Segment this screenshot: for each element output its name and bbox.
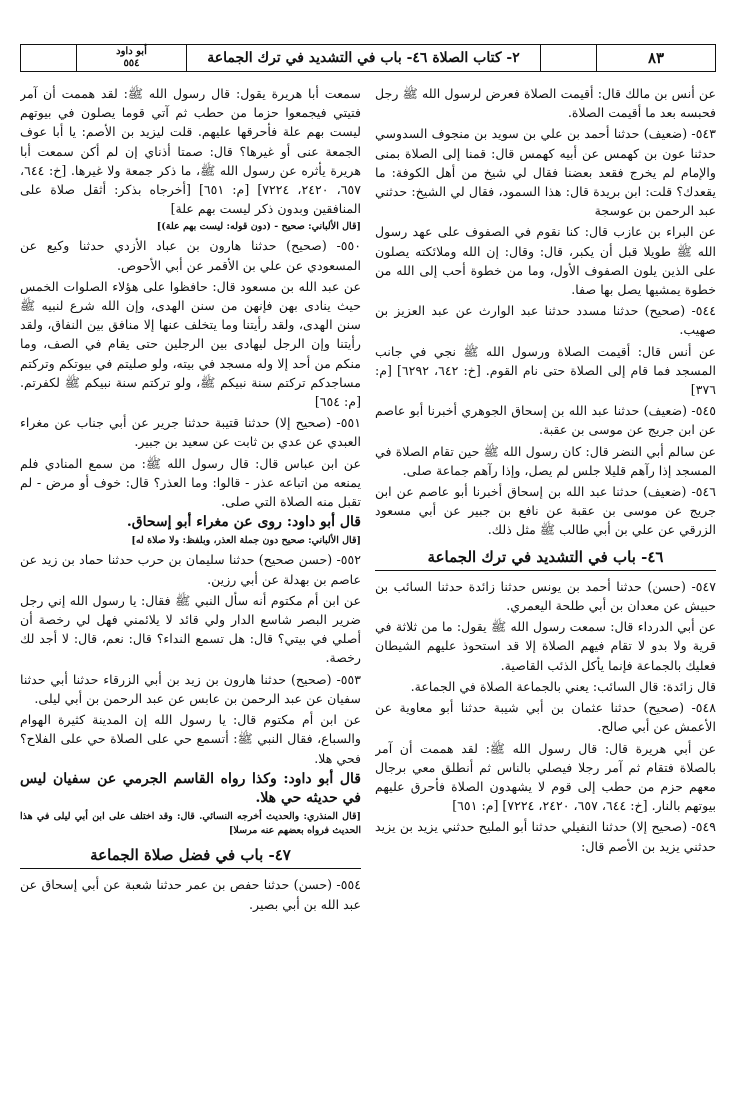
hadith-paragraph: ٥٥٤- (حسن) حدثنا حفص بن عمر حدثنا شعبة عن أبي إسحاق عن عبد الله بن أبي بصير.: [20, 877, 361, 912]
hadith-paragraph: سمعت أبا هريرة يقول: قال رسول الله ﷺ: لقد هممت أن آمر فتيتي فيجمعوا حزما من حطب ثم آتي قوما يصلون في بيوتهم ليست بهم علة فأحرقها عليهم. قلت ليزيد بن الأصم: يا أبا عوف الجمعة عنى أو غيرها؟ قال: صمتا أذناي إن لم أكن سمعت أبا هريرة يأثره عن رسول الله ﷺ، ما ذكر جمعة ولا غيرها. [خ: ٦٤٤، ٦٥٧، ٢٤٢٠، ٧٢٢٤] [م: ٦٥١] [أخرجاه بذكر: أثقل صلاة على المنافقين وبدون ذكر ليست بهم علة]: [20, 86, 361, 217]
hadith-paragraph: عن ابن أم مكتوم أنه سأل النبي ﷺ فقال: يا رسول الله إني رجل ضرير البصر شاسع الدار ولي قائد لا يلائمني فهل لي رخصة أن أصلي في بيتي؟ قال: هل تسمع النداء؟ قال: نعم، قال: لا أجد لك رخصة.: [20, 592, 361, 666]
hadith-paragraph: ٥٥٠- (صحيح) حدثنا هارون بن عباد الأزدي حدثنا وكيع عن المسعودي عن علي بن الأقمر عن أبي الأحوص.: [20, 238, 361, 273]
hadith-paragraph: عن ابن أم مكتوم قال: يا رسول الله إن المدينة كثيرة الهوام والسباع، فقال النبي ﷺ: أتسمع حي على الصلاة حي على الفلاح؟ فحي هلا.: [20, 712, 361, 766]
hadith-paragraph: قال أبو داود: روى عن مغراء أبو إسحاق.: [126, 514, 361, 531]
chapter-heading: ٤٦- باب في التشديد في ترك الجماعة: [375, 548, 716, 571]
hadith-paragraph: قال زائدة: قال السائب: يعني بالجماعة الصلاة في الجماعة.: [410, 678, 716, 694]
hadith-paragraph: عن أبي الدرداء قال: سمعت رسول الله ﷺ يقول: ما من ثلاثة في قرية ولا بدو لا تقام فيهم الصلاة إلا قد استحوذ عليهم الشيطان فعليك بالجماعة فإنما يأكل الذئب القاصية.: [375, 619, 716, 673]
hadith-paragraph: ٥٤٣- (ضعيف) حدثنا أحمد بن علي بن سويد بن منجوف السدوسي حدثنا عون بن كهمس عن أبيه كهمس قال: قمنا إلى الصلاة بمنى والإمام لم يخرج فقعد بعضنا فقال لي شيخ من أهل الكوفة: ما يقعدك؟ قلت: ابن بريدة قال: هذا السمود، فقال لي الشيخ: حدثني عبد الرحمن بن عوسجة: [375, 126, 716, 219]
hadith-paragraph: قال أبو داود: وكذا رواه القاسم الجرمي عن سفيان ليس في حديثه حي هلا.: [20, 770, 361, 806]
hadith-paragraph: ٥٤٨- (صحيح) حدثنا عثمان بن أبي شيبة حدثنا أبو معاوية عن الأعمش عن أبي صالح.: [375, 700, 716, 735]
header-empty-cell-2: [541, 45, 597, 71]
hadith-paragraph: عن أبي هريرة قال: قال رسول الله ﷺ: لقد هممت أن آمر بالصلاة فتقام ثم آمر رجلا فيصلي بالناس ثم أنطلق معي برجال معهم حزم من حطب إلى قوم لا يشهدون الصلاة فأحرق عليهم بيوتهم بالنار. [خ: ٦٤٤، ٦٥٧، ٢٤٢٠، ٧٢٢٤] [م: ٦٥١]: [375, 740, 716, 814]
hadith-paragraph: ٥٥١- (صحيح إلا) حدثنا قتيبة حدثنا جرير عن أبي جناب عن مغراء العبدي عن عدي بن ثابت عن سعيد بن جبير.: [20, 415, 361, 450]
header-title: ٢- كتاب الصلاة ٤٦- باب في التشديد في ترك الجماعة: [187, 45, 541, 71]
hadith-paragraph: عن أنس قال: أقيمت الصلاة ورسول الله ﷺ نجي في جانب المسجد فما قام إلى الصلاة حتى نام القوم. [خ: ٦٤٢، ٦٢٩٢] [م: ٣٧٦]: [375, 343, 716, 398]
hadith-paragraph: عن ابن عباس قال: قال رسول الله ﷺ: من سمع المنادي فلم يمنعه من اتباعه عذر - قالوا: وما العذر؟ قال: خوف أو مرض - لم تقبل منه الصلاة التي صلى.: [20, 455, 361, 510]
hadith-paragraph: ٥٥٣- (صحيح) حدثنا هارون بن زيد بن أبي الزرقاء حدثنا أبي حدثنا سفيان عن عبد الرحمن بن عابس عن عبد الرحمن بن أبي ليلى.: [20, 671, 361, 706]
grading-note: [قال الألباني: صحيح - (دون قوله: ليست بهم علة)]: [156, 221, 361, 233]
chapter-heading: ٤٧- باب في فضل صلاة الجماعة: [20, 846, 361, 869]
text-columns: [20, 84, 716, 1104]
hadith-paragraph: ٥٤٤- (صحيح) حدثنا مسدد حدثنا عبد الوارث عن عبد العزيز بن صهيب.: [375, 303, 716, 338]
header-book-page: ٥٥٤: [123, 58, 140, 69]
header-book-name: أبو داود: [116, 46, 147, 57]
header-empty-cell: [21, 45, 77, 71]
header-book-cell: [77, 45, 187, 71]
hadith-paragraph: ٥٥٢- (حسن صحيح) حدثنا سليمان بن حرب حدثنا حماد بن زيد عن عاصم بن بهدلة عن أبي رزين.: [20, 552, 361, 587]
grading-note: [قال الألباني: صحيح دون جملة العذر، وبلفظ: ولا صلاة له]: [131, 535, 361, 547]
hadith-paragraph: ٥٤٦- (ضعيف) حدثنا عبد الله بن إسحاق أخبرنا أبو عاصم عن ابن جريج عن موسى بن عقبة عن نافع بن جبير عن أبي مسعود الزرقي عن علي بن أبي طالب ﷺ مثل ذلك.: [375, 484, 716, 538]
page-header: [20, 44, 716, 72]
right-column: [375, 84, 716, 1104]
hadith-paragraph: ٥٤٥- (ضعيف) حدثنا عبد الله بن إسحاق الجوهري أخبرنا أبو عاصم عن ابن جريج عن موسى بن عقبة.: [375, 403, 716, 438]
left-column: [20, 84, 361, 1104]
hadith-paragraph: عن أنس بن مالك قال: أقيمت الصلاة فعرض لرسول الله ﷺ رجل فحبسه بعد ما أقيمت الصلاة.: [375, 86, 716, 121]
hadith-paragraph: عن سالم أبي النضر قال: كان رسول الله ﷺ حين تقام الصلاة في المسجد إذا رآهم قليلا جلس لم يصل، وإذا رآهم جماعة صلى.: [375, 443, 716, 478]
hadith-paragraph: عن البراء بن عازب قال: كنا نقوم في الصفوف على عهد رسول الله ﷺ طويلا قبل أن يكبر، قال: وقال: إن الله وملائكته يصلون على الذين يلون الصفوف الأول، وما من خطوة أحب إلى الله من خطوة يمشيها يصل بها صفا.: [375, 224, 716, 298]
hadith-paragraph: ٥٤٧- (حسن) حدثنا أحمد بن يونس حدثنا زائدة حدثنا السائب بن حبيش عن معدان بن أبي طلحة اليعمري.: [375, 578, 716, 614]
hadith-paragraph: ٥٤٩- (صحيح إلا) حدثنا النفيلي حدثنا أبو المليح حدثني يزيد بن يزيد حدثني يزيد بن الأصم قال:: [375, 819, 716, 854]
hadith-paragraph: عن عبد الله بن مسعود قال: حافظوا على هؤلاء الصلوات الخمس حيث ينادى بهن فإنهن من سنن الهدى، وإن الله شرع لنبيه ﷺ سنن الهدى، ولقد رأيتنا وما يتخلف عنها إلا منافق بين النفاق، ولقد رأيتنا وإن الرجل ليهادى بين الرجلين حتى يقام في الصف، وما منكم من أحد إلا وله مسجد في بيته، ولو صليتم في بيوتكم وتركتم مساجدكم تركتم سنة نبيكم ﷺ، ولو تركتم سنة نبيكم ﷺ لكفرتم. [م: ٦٥٤]: [20, 278, 361, 410]
grading-note: [قال المنذري: والحديث أخرجه النسائي. قال: وقد اختلف على ابن أبي ليلى في هذا الحديث فرواه بعضهم عنه مرسلا]: [20, 811, 361, 837]
header-page-number: ٨٣: [647, 49, 665, 67]
